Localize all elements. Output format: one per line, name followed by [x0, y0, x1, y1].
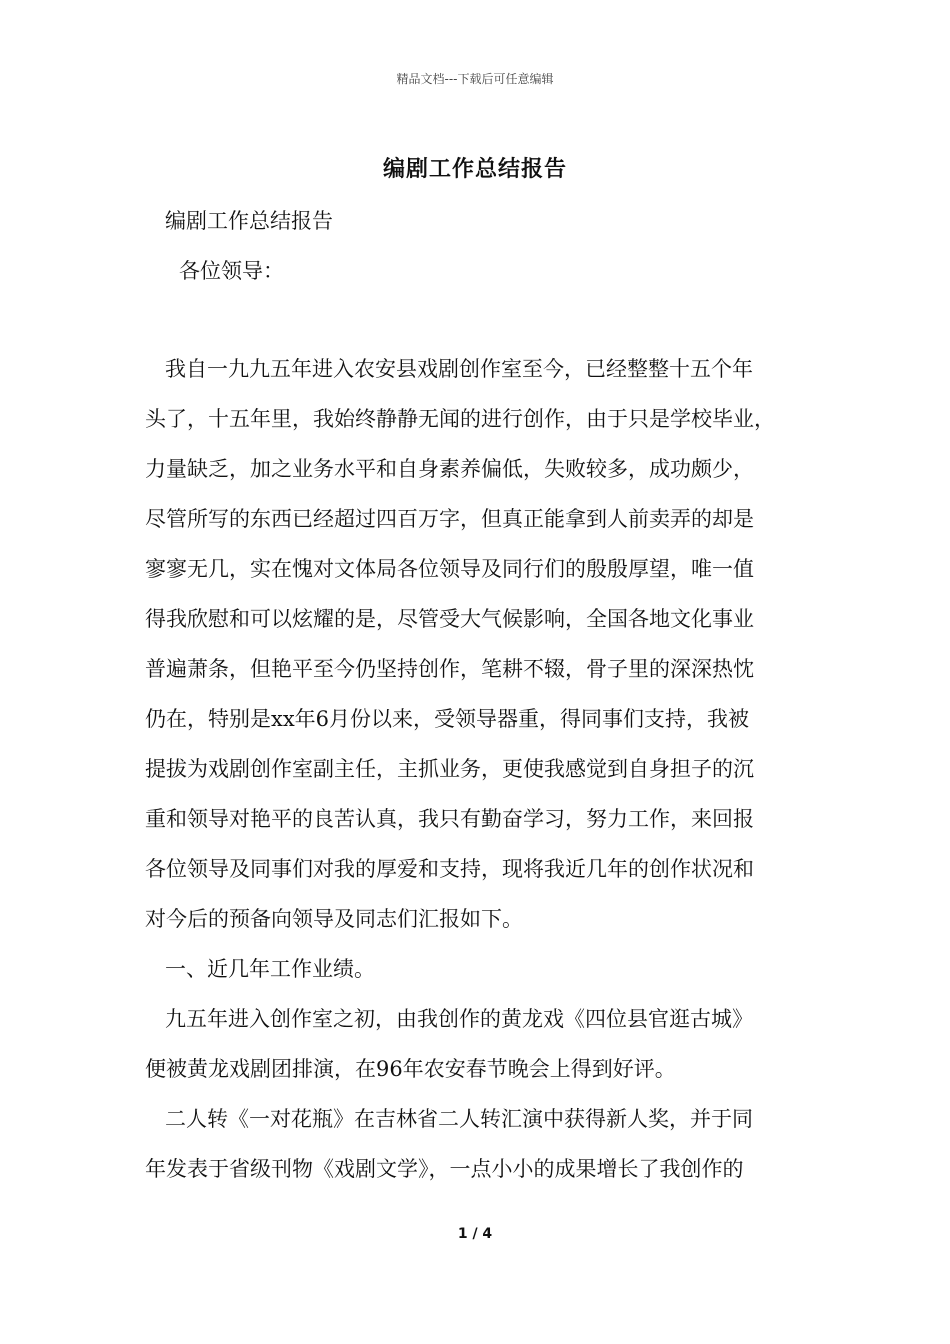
text-line: 年发表于省级刊物《戏剧文学》，一点小小的成果增长了我创作的 [145, 1157, 744, 1181]
page-number: 1 / 4 [457, 1226, 493, 1242]
document-title: 编剧工作总结报告 [382, 156, 567, 182]
header-note: 精品文档---下载后可任意编辑 [396, 72, 554, 86]
text-line: 重和领导对艳平的良苦认真，我只有勤奋学习，努力工作，来回报 [145, 807, 754, 831]
text-line: 对今后的预备向领导及同志们汇报如下。 [145, 907, 523, 931]
text-line: 二人转《一对花瓶》在吉林省二人转汇演中获得新人奖，并于同 [165, 1107, 753, 1131]
paragraph-2 [145, 994, 835, 1094]
text-line: 头了，十五年里，我始终静静无闻的进行创作，由于只是学校毕业， [145, 407, 775, 431]
text-line: 各位领导及同事们对我的厚爱和支持，现将我近几年的创作状况和 [145, 857, 754, 881]
text-line: 力量缺乏，加之业务水平和自身素养偏低，失败较多，成功颇少， [145, 457, 754, 481]
text-line: 得我欣慰和可以炫耀的是，尽管受大气候影响，全国各地文化事业 [145, 607, 754, 631]
salutation: 各位领导： [179, 259, 284, 283]
paragraph-3 [145, 1094, 835, 1194]
text-line: 便被黄龙戏剧团排演，在96年农安春节晚会上得到好评。 [145, 1057, 676, 1081]
text-line: 仍在，特别是xx年6月份以来，受领导器重，得同事们支持，我被 [145, 707, 750, 731]
text-line: 尽管所写的东西已经超过四百万字，但真正能拿到人前卖弄的却是 [145, 507, 754, 531]
subtitle: 编剧工作总结报告 [165, 209, 333, 233]
text-line: 提拔为戏剧创作室副主任，主抓业务，更使我感觉到自身担子的沉 [145, 757, 754, 781]
paragraph-1 [145, 344, 835, 944]
text-line: 我自一九九五年进入农安县戏剧创作室至今，已经整整十五个年 [165, 357, 753, 381]
text-line: 九五年进入创作室之初，由我创作的黄龙戏《四位县官逛古城》 [165, 1007, 753, 1031]
text-line: 普遍萧条，但艳平至今仍坚持创作，笔耕不辍，骨子里的深深热忱 [145, 657, 754, 681]
section-heading: 一、近几年工作业绩。 [165, 957, 375, 981]
document-body [145, 196, 835, 1194]
blank-line [145, 296, 835, 344]
text-line: 寥寥无几，实在愧对文体局各位领导及同行们的殷殷厚望，唯一值 [145, 557, 754, 581]
